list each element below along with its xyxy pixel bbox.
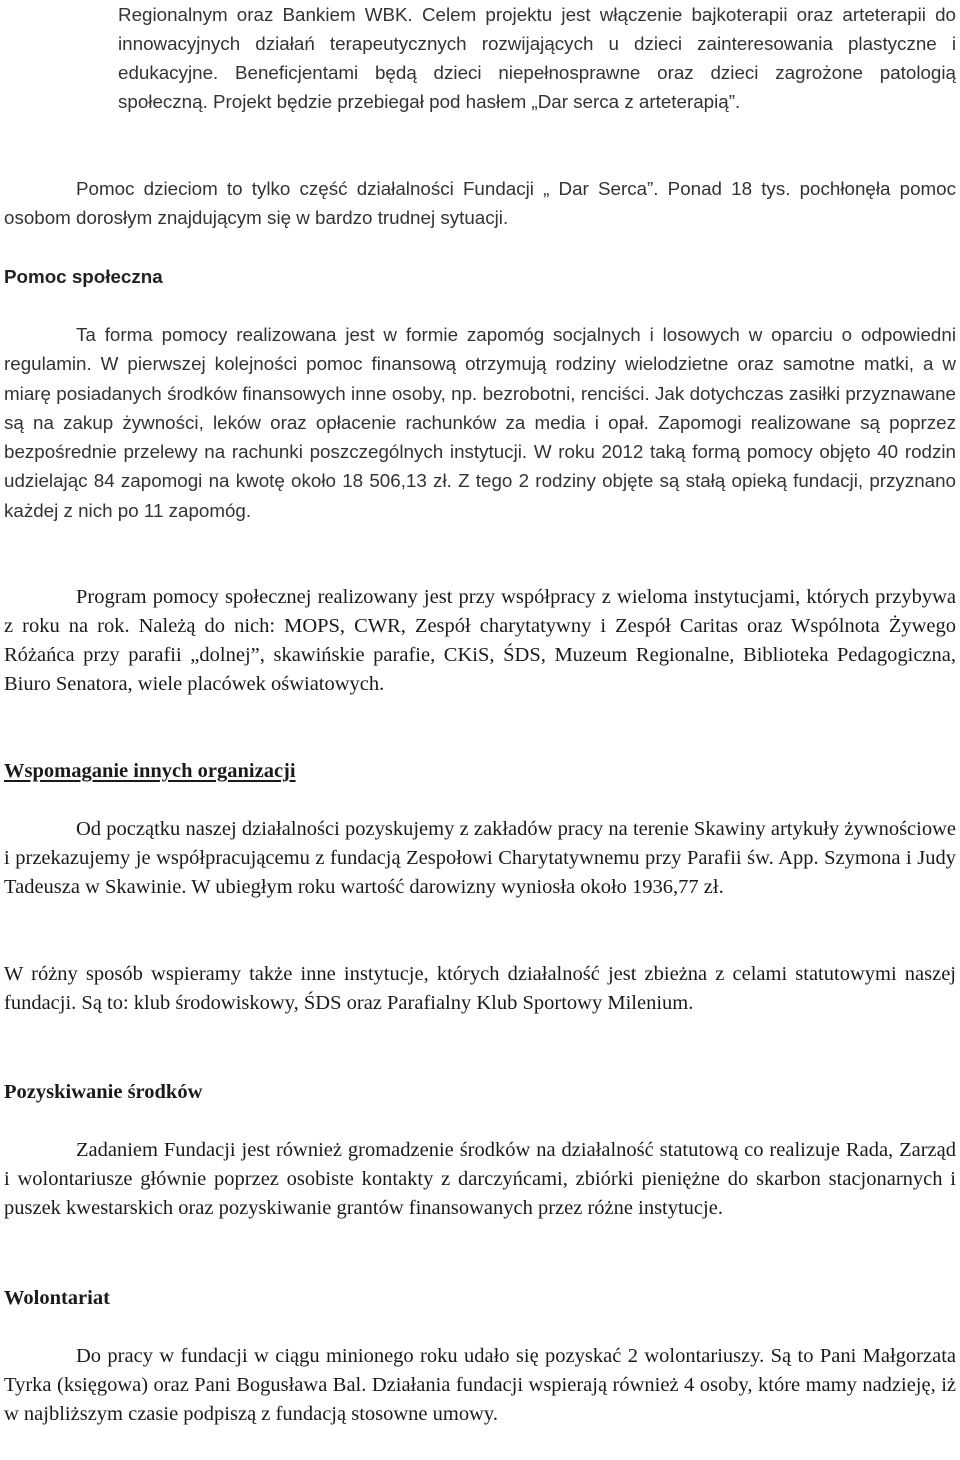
paragraph-adult-help (4, 174, 956, 232)
paragraph-text: Od początku naszej działalności pozyskujemy z zakładów pracy na terenie Skawiny artykuły żywnościowe i przekazujemy je współpracującemu z fundacją Zespołowi Charytatywnemu przy Parafii św. App. Szymona i Judy Tadeusza w Skawinie. W ubiegłym roku wartość darowizny wyniosła około 1936,77 zł. (4, 818, 956, 898)
paragraph-text: W różny sposób wspieramy także inne instytucje, których działalność jest zbieżna z celami statutowymi naszej fundacji. Są to: klub środowiskowy, ŚDS oraz Parafialny Klub Sportowy Milenium. (4, 963, 956, 1014)
paragraph-fundraising (4, 1136, 956, 1223)
paragraph-text: Ta forma pomocy realizowana jest w formie zapomóg socjalnych i losowych w oparciu o odpowiedni regulamin. W pierwszej kolejności pomoc finansową otrzymują rodziny wielodzietne oraz samotne matki, a w miarę posiadanych środków finansowych inne osoby, np. bezrobotni, renciści. Jak dotychczas zasiłki przyznawane są na zakup żywności, leków oraz opłacenie rachunków za media i opał. Zapomogi realizowane są poprzez bezpośrednie przelewy na rachunki poszczególnych instytucji. W roku 2012 taką formą pomocy objęto 40 rodzin udzielając 84 zapomogi na kwotę około 18 506,13 zł. Z tego 2 rodziny objęte są stałą opieką fundacji, przyznano każdej z nich po 11 zapomóg. (4, 324, 956, 521)
paragraph-project-description (118, 0, 956, 116)
paragraph-social-program (4, 583, 956, 699)
paragraph-text: Zadaniem Fundacji jest również gromadzenie środków na działalność statutową co realizuje Rada, Zarząd i wolontariusze głównie poprzez osobiste kontakty z darczyńcami, zbiórki pieniężne do skarbon stacjonarnych i puszek kwestarskich oraz pozyskiwanie grantów finansowanych przez różne instytucje. (4, 1139, 956, 1219)
paragraph-text: Pomoc dzieciom to tylko część działalności Fundacji „ Dar Serca”. Ponad 18 tys. pochłonęła pomoc osobom dorosłym znajdującym się w bardzo trudnej sytuacji. (4, 178, 956, 228)
paragraph-food-donations (4, 815, 956, 902)
section-heading-social-help: Pomoc społeczna (4, 266, 163, 287)
section-heading-volunteering: Wolontariat (4, 1287, 110, 1309)
paragraph-text: Do pracy w fundacji w ciągu minionego roku udało się pozyskać 2 wolontariuszy. Są to Pani Małgorzata Tyrka (księgowa) oraz Pani Bogusława Bal. Działania fundacji wspierają również 4 osoby, które mamy nadzieję, iż w najbliższym czasie podpiszą z fundacją stosowne umowy. (4, 1345, 956, 1425)
section-heading-fundraising: Pozyskiwanie środków (4, 1081, 203, 1103)
paragraph-other-institutions (4, 960, 956, 1018)
paragraph-text: Program pomocy społecznej realizowany jest przy współpracy z wieloma instytucjami, których przybywa z roku na rok. Należą do nich: MOPS, CWR, Zespół charytatywny i Zespół Caritas oraz Wspólnota Żywego Różańca przy parafii „dolnej”, skawińskie parafie, CKiS, ŚDS, Muzeum Regionalne, Biblioteka Pedagogiczna, Biuro Senatora, wiele placówek oświatowych. (4, 586, 956, 695)
paragraph-social-help (4, 320, 956, 525)
paragraph-text: Regionalnym oraz Bankiem WBK. Celem projektu jest włączenie bajkoterapii oraz arteterapii do innowacyjnych działań terapeutycznych rozwijających u dzieci zainteresowania plastyczne i edukacyjne. Beneficjentami będą dzieci niepełnosprawne oraz dzieci zagrożone patologią społeczną. Projekt będzie przebiegał pod hasłem „Dar serca z arteterapią”. (118, 4, 956, 112)
paragraph-volunteering (4, 1342, 956, 1429)
section-heading-supporting-organizations: Wspomaganie innych organizacji (4, 760, 296, 782)
